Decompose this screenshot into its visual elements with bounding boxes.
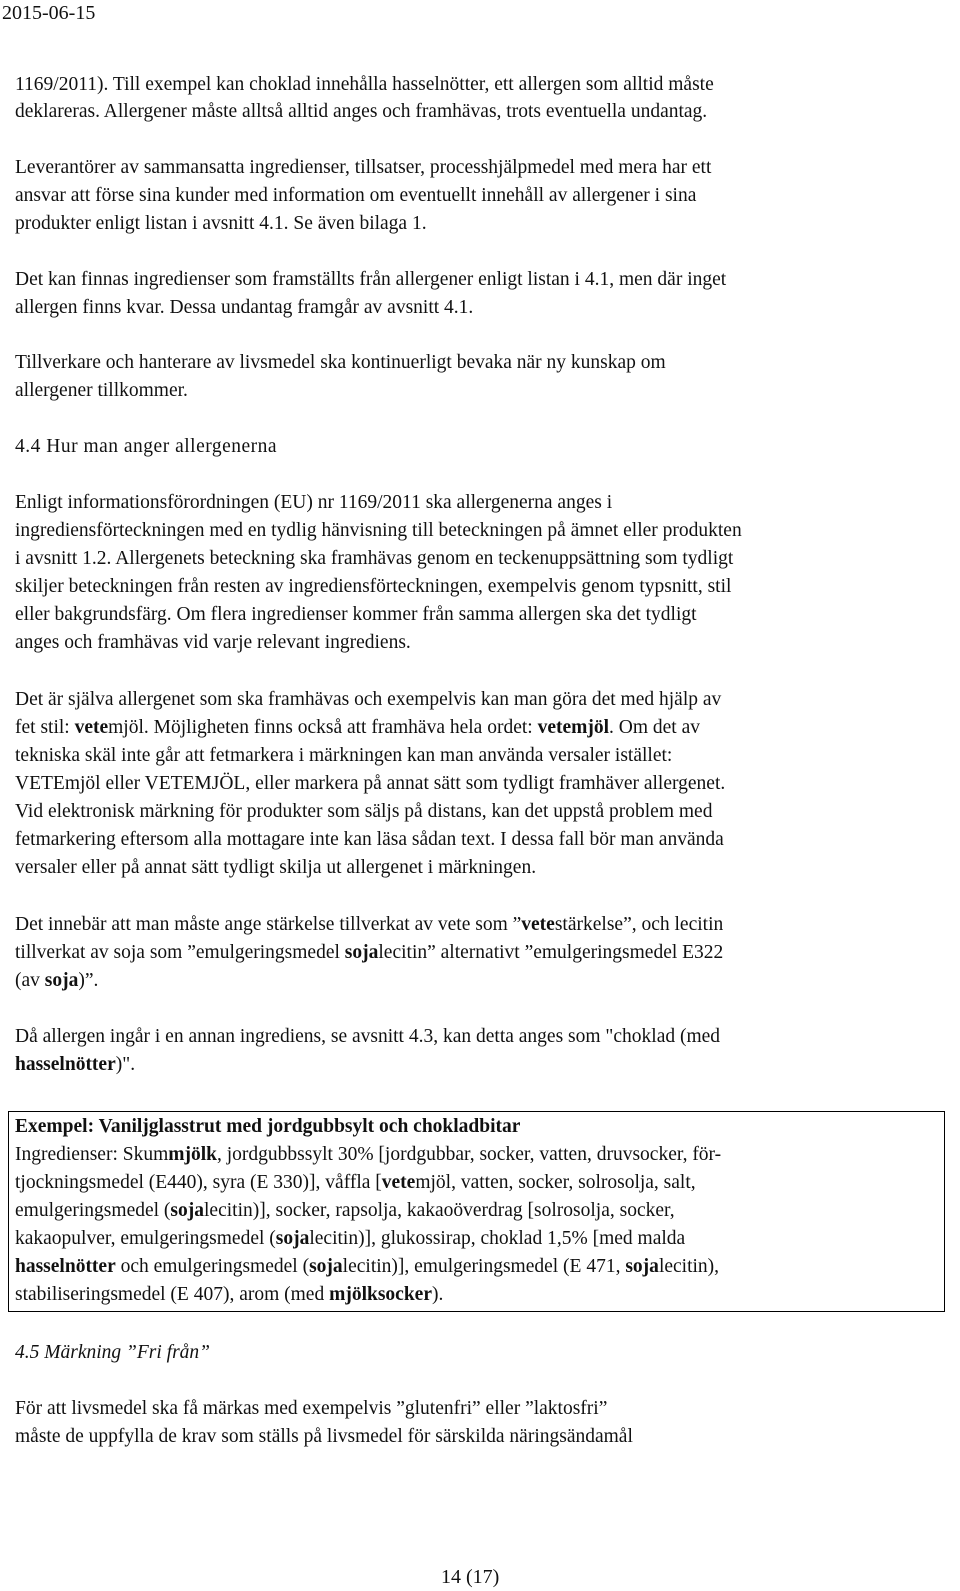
- page-number: 14 (17): [441, 1566, 500, 1588]
- allergen-bold: vete: [74, 717, 109, 738]
- text-line: 1169/2011). Till exempel kan choklad innehålla hasselnötter, ett allergen som alltid måste: [15, 74, 714, 95]
- document-date: 2015-06-15: [2, 2, 96, 24]
- text-line: Det kan finnas ingredienser som framställts från allergener enligt listan i 4.1, men där inget: [15, 269, 727, 290]
- text-run: )”.: [78, 970, 99, 991]
- text-line: ingrediensförteckningen med en tydlig hänvisning till beteckningen på ämnet eller produkten: [15, 520, 742, 541]
- allergen-bold: soja: [309, 1256, 343, 1277]
- text-run: ).: [432, 1284, 444, 1305]
- text-run: lecitin” alternativt ”emulgeringsmedel E322: [378, 942, 724, 963]
- section-heading-4-4: 4.4 Hur man anger allergenerna: [15, 436, 278, 457]
- text-line: ansvar att förse sina kunder med information om eventuellt innehåll av allergener i sina: [15, 185, 697, 206]
- text-line: [15, 1254, 719, 1280]
- text-run: . Om det av: [609, 717, 701, 738]
- allergen-bold: vetemjöl: [537, 717, 610, 738]
- text-run: tjockningsmedel (E440), syra (E 330)], våffla [: [15, 1172, 382, 1193]
- text-line: måste de uppfylla de krav som ställs på livsmedel för särskilda näringsändamål: [15, 1426, 633, 1447]
- allergen-bold: mjölksocker: [329, 1284, 432, 1305]
- allergen-bold: soja: [625, 1256, 659, 1277]
- text-line: [15, 940, 723, 966]
- text-line: deklareras. Allergener måste alltså alltid anges och framhävas, trots eventuella undantag.: [15, 101, 708, 122]
- text-line: fetmarkering eftersom alla mottagare inte kan läsa sådan text. I dessa fall bör man använda: [15, 829, 724, 850]
- text-run: tillverkat av soja som ”emulgeringsmedel: [15, 942, 345, 963]
- text-run: lecitin)], glukossirap, choklad 1,5% [med malda: [309, 1228, 686, 1249]
- text-line: skiljer beteckningen från resten av ingrediensförteckningen, exempelvis genom typsnitt, stil: [15, 576, 732, 597]
- text-line: [15, 1170, 696, 1196]
- text-line: allergener tillkommer.: [15, 380, 188, 401]
- text-line: tekniska skäl inte går att fetmarkera i märkningen kan man använda versaler istället:: [15, 745, 673, 766]
- text-run: stärkelse”, och lecitin: [554, 914, 724, 935]
- text-run: Det innebär att man måste ange stärkelse tillverkat av vete som ”: [15, 914, 522, 935]
- text-line: [15, 1142, 721, 1168]
- allergen-bold: soja: [44, 970, 79, 991]
- allergen-bold: vete: [381, 1172, 416, 1193]
- text-line: produkter enligt listan i avsnitt 4.1. Se även bilaga 1.: [15, 213, 427, 234]
- text-line: i avsnitt 1.2. Allergenets beteckning ska framhävas genom en teckenuppsättning som tydligt: [15, 548, 734, 569]
- text-run: kakaopulver, emulgeringsmedel (: [15, 1228, 276, 1249]
- allergen-bold: mjölk: [168, 1144, 218, 1165]
- text-run: fet stil:: [15, 717, 75, 738]
- text-run: och emulgeringsmedel (: [115, 1256, 310, 1277]
- text-run: stabiliseringsmedel (E 407), arom (med: [15, 1284, 330, 1305]
- text-line: [15, 1226, 685, 1252]
- text-line: versaler eller på annat sätt tydligt skilja ut allergenet i märkningen.: [15, 857, 537, 878]
- example-title: [15, 1114, 520, 1140]
- section-heading-4-5: 4.5 Märkning ”Fri från”: [15, 1342, 211, 1363]
- allergen-bold: vete: [521, 914, 555, 935]
- text-line: [15, 1052, 135, 1078]
- text-line: VETEmjöl eller VETEMJÖL, eller markera på annat sätt som tydligt framhäver allergenet.: [15, 773, 726, 794]
- text-line: anges och framhävas vid varje relevant ingrediens.: [15, 632, 411, 653]
- text-line: Leverantörer av sammansatta ingredienser, tillsatser, processhjälpmedel med mera har ett: [15, 157, 712, 178]
- text-run: lecitin),: [658, 1256, 720, 1277]
- text-line: Det är själva allergenet som ska framhävas och exempelvis kan man göra det med hjälp av: [15, 689, 722, 710]
- text-line: [15, 1198, 675, 1224]
- text-line: allergen finns kvar. Dessa undantag framgår av avsnitt 4.1.: [15, 297, 474, 318]
- text-run: Ingredienser: Skum: [15, 1144, 169, 1165]
- allergen-bold: soja: [344, 942, 379, 963]
- text-line: Enligt informationsförordningen (EU) nr 1169/2011 ska allergenerna anges i: [15, 492, 613, 513]
- allergen-bold: soja: [275, 1228, 310, 1249]
- allergen-bold: hasselnötter: [15, 1054, 116, 1075]
- text-line: Vid elektronisk märkning för produkter som säljs på distans, kan det uppstå problem med: [15, 801, 713, 822]
- text-run: lecitin)], emulgeringsmedel (E 471,: [342, 1256, 626, 1277]
- text-run: mjöl. Möjligheten finns också att framhäva hela ordet:: [108, 717, 538, 738]
- text-run: emulgeringsmedel (: [15, 1200, 171, 1221]
- example-title-text: Exempel: Vaniljglasstrut med jordgubbsylt och chokladbitar: [15, 1116, 521, 1137]
- allergen-bold: hasselnötter: [15, 1256, 116, 1277]
- text-run: , jordgubbssylt 30% [jordgubbar, socker, vatten, druvsocker, för-: [217, 1144, 722, 1165]
- text-line: [15, 715, 700, 741]
- text-line: Då allergen ingår i en annan ingrediens, se avsnitt 4.3, kan detta anges som "choklad (med: [15, 1026, 721, 1047]
- text-line: [15, 1282, 443, 1308]
- text-line: eller bakgrundsfärg. Om flera ingredienser kommer från samma allergen ska det tydligt: [15, 604, 697, 625]
- text-run: mjöl, vatten, socker, solrosolja, salt,: [415, 1172, 696, 1193]
- text-line: För att livsmedel ska få märkas med exempelvis ”glutenfri” eller ”laktosfri”: [15, 1398, 608, 1419]
- text-run: (av: [15, 970, 45, 991]
- text-line: Tillverkare och hanterare av livsmedel ska kontinuerligt bevaka när ny kunskap om: [15, 352, 666, 373]
- allergen-bold: soja: [170, 1200, 205, 1221]
- text-line: [15, 968, 98, 994]
- text-run: lecitin)], socker, rapsolja, kakaoöverdrag [solrosolja, socker,: [204, 1200, 675, 1221]
- text-run: )".: [115, 1054, 136, 1075]
- text-line: [15, 912, 723, 938]
